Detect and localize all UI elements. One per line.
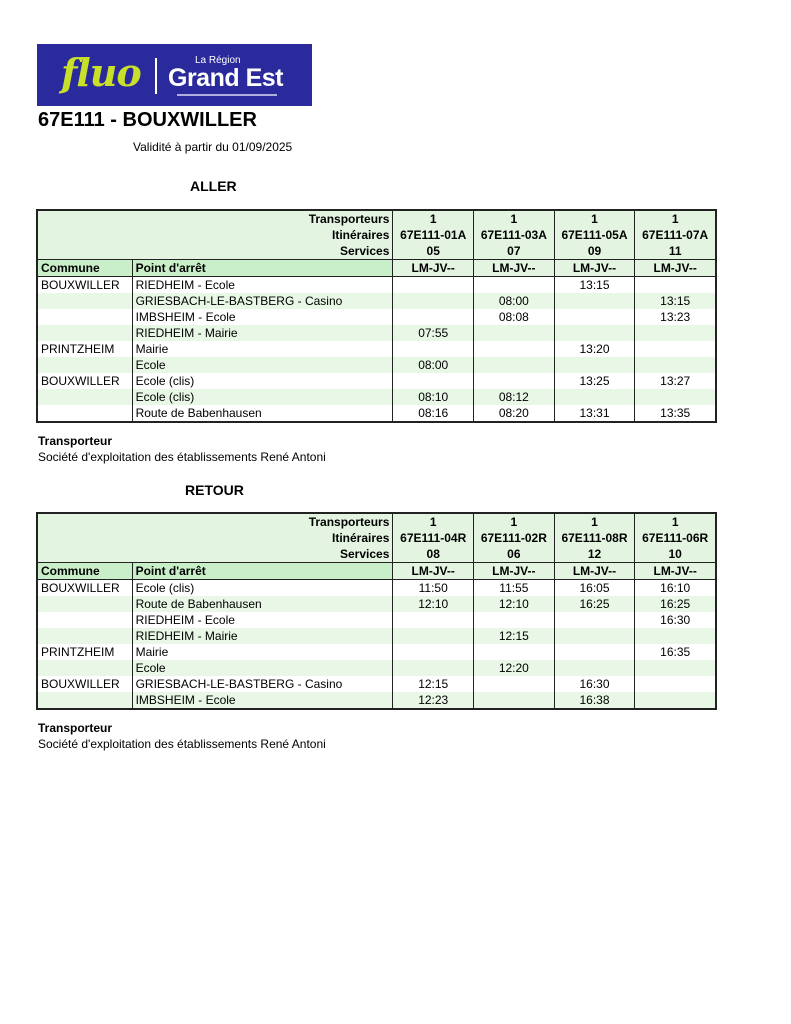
time-cell (554, 293, 635, 309)
time-cell: 16:30 (554, 676, 635, 692)
column-transporteur-1: 1 (474, 513, 555, 530)
commune-cell: PRINTZHEIM (41, 644, 115, 659)
commune-cell (37, 325, 132, 341)
time-cell (393, 612, 474, 628)
column-itineraire-2: 67E111-08R (554, 530, 635, 546)
commune-cell (37, 357, 132, 373)
stop-header: Point d'arrêt (132, 260, 393, 277)
time-cell (474, 325, 555, 341)
stop-cell: Ecole (132, 357, 393, 373)
header-label-services: Services (340, 243, 390, 258)
column-days-1: LM-JV-- (474, 260, 555, 277)
time-cell: 16:35 (635, 644, 716, 660)
table-row (37, 580, 716, 597)
column-days-3: LM-JV-- (635, 563, 716, 580)
time-cell (393, 660, 474, 676)
table-row (37, 373, 716, 389)
time-cell (635, 676, 716, 692)
logo-separator (155, 58, 157, 94)
time-cell: 13:23 (635, 309, 716, 325)
column-itineraire-0: 67E111-01A (393, 227, 474, 243)
column-transporteur-0: 1 (393, 513, 474, 530)
time-cell: 13:27 (635, 373, 716, 389)
time-cell: 12:15 (474, 628, 555, 644)
stop-cell: RIEDHEIM - Ecole (132, 277, 393, 294)
time-cell (393, 644, 474, 660)
time-cell: 07:55 (393, 325, 474, 341)
time-cell (635, 277, 716, 294)
stop-cell: IMBSHEIM - Ecole (132, 309, 393, 325)
time-cell: 13:35 (635, 405, 716, 422)
retour-title: RETOUR (185, 482, 244, 498)
time-cell (554, 628, 635, 644)
table-row (37, 644, 716, 660)
table-row (37, 309, 716, 325)
header-row-transporteurs (37, 210, 716, 227)
retour-transporteur-name: Société d'exploitation des établissements René Antoni (38, 737, 326, 751)
stop-cell: Mairie (132, 644, 393, 660)
time-cell (554, 389, 635, 405)
table-row (37, 660, 716, 676)
table-row (37, 612, 716, 628)
stop-cell: GRIESBACH-LE-BASTBERG - Casino (132, 293, 393, 309)
column-transporteur-3: 1 (635, 210, 716, 227)
time-cell (474, 676, 555, 692)
column-itineraire-2: 67E111-05A (554, 227, 635, 243)
time-cell (635, 341, 716, 357)
time-cell: 08:10 (393, 389, 474, 405)
column-service-0: 05 (393, 243, 474, 260)
commune-cell (37, 612, 132, 628)
time-cell: 11:55 (474, 580, 555, 597)
header-label-transporteurs: Transporteurs (308, 211, 390, 226)
time-cell: 08:08 (474, 309, 555, 325)
column-service-1: 06 (474, 546, 555, 563)
stop-cell: RIEDHEIM - Mairie (132, 628, 393, 644)
time-cell: 16:05 (554, 580, 635, 597)
stop-cell: IMBSHEIM - Ecole (132, 692, 393, 709)
table-row (37, 596, 716, 612)
time-cell (554, 309, 635, 325)
fluo-wordmark: fluo (61, 50, 141, 95)
time-cell: 08:00 (474, 293, 555, 309)
time-cell (635, 357, 716, 373)
aller-transporteur-label: Transporteur (38, 434, 113, 448)
time-cell: 11:50 (393, 580, 474, 597)
header-label-transporteurs: Transporteurs (308, 514, 390, 529)
column-service-3: 10 (635, 546, 716, 563)
stop-cell: RIEDHEIM - Mairie (132, 325, 393, 341)
column-header-row (37, 260, 716, 277)
time-cell: 08:00 (393, 357, 474, 373)
time-cell (474, 357, 555, 373)
stop-cell: Ecole (clis) (132, 373, 393, 389)
time-cell: 13:15 (554, 277, 635, 294)
header-row-itineraires (37, 227, 716, 243)
column-service-3: 11 (635, 243, 716, 260)
column-itineraire-3: 67E111-06R (635, 530, 716, 546)
column-service-0: 08 (393, 546, 474, 563)
stop-cell: Ecole (clis) (132, 389, 393, 405)
stop-header: Point d'arrêt (132, 563, 393, 580)
stop-cell: Route de Babenhausen (132, 596, 393, 612)
time-cell: 16:30 (635, 612, 716, 628)
time-cell: 12:23 (393, 692, 474, 709)
column-transporteur-3: 1 (635, 513, 716, 530)
commune-cell (37, 405, 132, 422)
table-row (37, 341, 716, 357)
commune-cell: BOUXWILLER (41, 580, 120, 595)
time-cell (474, 644, 555, 660)
time-cell (393, 293, 474, 309)
stop-cell: GRIESBACH-LE-BASTBERG - Casino (132, 676, 393, 692)
table-row (37, 628, 716, 644)
commune-header: Commune (37, 563, 132, 580)
fluo-grand-est-logo (37, 44, 312, 106)
commune-cell: BOUXWILLER (41, 373, 120, 388)
time-cell: 12:10 (393, 596, 474, 612)
commune-cell (37, 293, 132, 309)
table-row (37, 692, 716, 709)
time-cell (554, 357, 635, 373)
commune-cell (37, 596, 132, 612)
column-itineraire-1: 67E111-02R (474, 530, 555, 546)
column-transporteur-1: 1 (474, 210, 555, 227)
time-cell (474, 277, 555, 294)
header-row-transporteurs (37, 513, 716, 530)
header-label-itineraires: Itinéraires (332, 227, 390, 242)
column-transporteur-0: 1 (393, 210, 474, 227)
time-cell (393, 628, 474, 644)
column-service-2: 09 (554, 243, 635, 260)
time-cell: 16:38 (554, 692, 635, 709)
commune-cell: PRINTZHEIM (41, 341, 115, 356)
header-label-services: Services (340, 546, 390, 561)
column-itineraire-1: 67E111-03A (474, 227, 555, 243)
commune-cell (37, 660, 132, 676)
time-cell: 08:16 (393, 405, 474, 422)
header-row-itineraires (37, 530, 716, 546)
time-cell (554, 612, 635, 628)
time-cell (393, 277, 474, 294)
time-cell (393, 373, 474, 389)
logo-underline (177, 94, 277, 96)
column-days-0: LM-JV-- (393, 563, 474, 580)
time-cell: 13:25 (554, 373, 635, 389)
aller-transporteur-name: Société d'exploitation des établissements René Antoni (38, 450, 326, 464)
header-row-services (37, 243, 716, 260)
column-days-2: LM-JV-- (554, 260, 635, 277)
time-cell: 12:20 (474, 660, 555, 676)
stop-cell: RIEDHEIM - Ecole (132, 612, 393, 628)
commune-cell: BOUXWILLER (41, 277, 120, 292)
column-service-1: 07 (474, 243, 555, 260)
commune-cell: BOUXWILLER (41, 676, 120, 691)
commune-cell (37, 628, 132, 644)
column-itineraire-3: 67E111-07A (635, 227, 716, 243)
column-header-row (37, 563, 716, 580)
time-cell (554, 660, 635, 676)
commune-cell (37, 389, 132, 405)
stop-cell: Ecole (clis) (132, 580, 393, 597)
column-days-2: LM-JV-- (554, 563, 635, 580)
time-cell (635, 325, 716, 341)
time-cell (554, 644, 635, 660)
time-cell: 13:15 (635, 293, 716, 309)
table-row (37, 676, 716, 692)
time-cell (393, 309, 474, 325)
time-cell (635, 389, 716, 405)
time-cell (474, 341, 555, 357)
time-cell (474, 692, 555, 709)
time-cell (474, 373, 555, 389)
retour-transporteur-label: Transporteur (38, 721, 113, 735)
column-days-0: LM-JV-- (393, 260, 474, 277)
time-cell (635, 628, 716, 644)
table-row (37, 293, 716, 309)
header-row-services (37, 546, 716, 563)
validity-date: Validité à partir du 01/09/2025 (133, 140, 293, 154)
time-cell: 08:20 (474, 405, 555, 422)
column-service-2: 12 (554, 546, 635, 563)
header-label-itineraires: Itinéraires (332, 530, 390, 545)
table-row (37, 405, 716, 422)
aller-timetable (36, 209, 717, 423)
time-cell (554, 325, 635, 341)
table-row (37, 357, 716, 373)
time-cell: 12:10 (474, 596, 555, 612)
time-cell: 08:12 (474, 389, 555, 405)
time-cell: 16:25 (635, 596, 716, 612)
column-transporteur-2: 1 (554, 210, 635, 227)
time-cell: 16:25 (554, 596, 635, 612)
table-row (37, 277, 716, 294)
time-cell: 13:20 (554, 341, 635, 357)
commune-cell (37, 309, 132, 325)
column-transporteur-2: 1 (554, 513, 635, 530)
column-days-3: LM-JV-- (635, 260, 716, 277)
aller-title: ALLER (190, 178, 237, 194)
time-cell: 16:10 (635, 580, 716, 597)
time-cell (635, 692, 716, 709)
time-cell: 13:31 (554, 405, 635, 422)
grand-est-wordmark: Grand Est (168, 64, 283, 92)
retour-timetable (36, 512, 717, 710)
column-days-1: LM-JV-- (474, 563, 555, 580)
time-cell (635, 660, 716, 676)
stop-cell: Route de Babenhausen (132, 405, 393, 422)
stop-cell: Ecole (132, 660, 393, 676)
time-cell: 12:15 (393, 676, 474, 692)
stop-cell: Mairie (132, 341, 393, 357)
column-itineraire-0: 67E111-04R (393, 530, 474, 546)
commune-cell (37, 692, 132, 709)
time-cell (393, 341, 474, 357)
commune-header: Commune (37, 260, 132, 277)
time-cell (474, 612, 555, 628)
table-row (37, 325, 716, 341)
region-small-label: La Région (195, 55, 241, 66)
page-title: 67E111 - BOUXWILLER (38, 109, 257, 131)
table-row (37, 389, 716, 405)
